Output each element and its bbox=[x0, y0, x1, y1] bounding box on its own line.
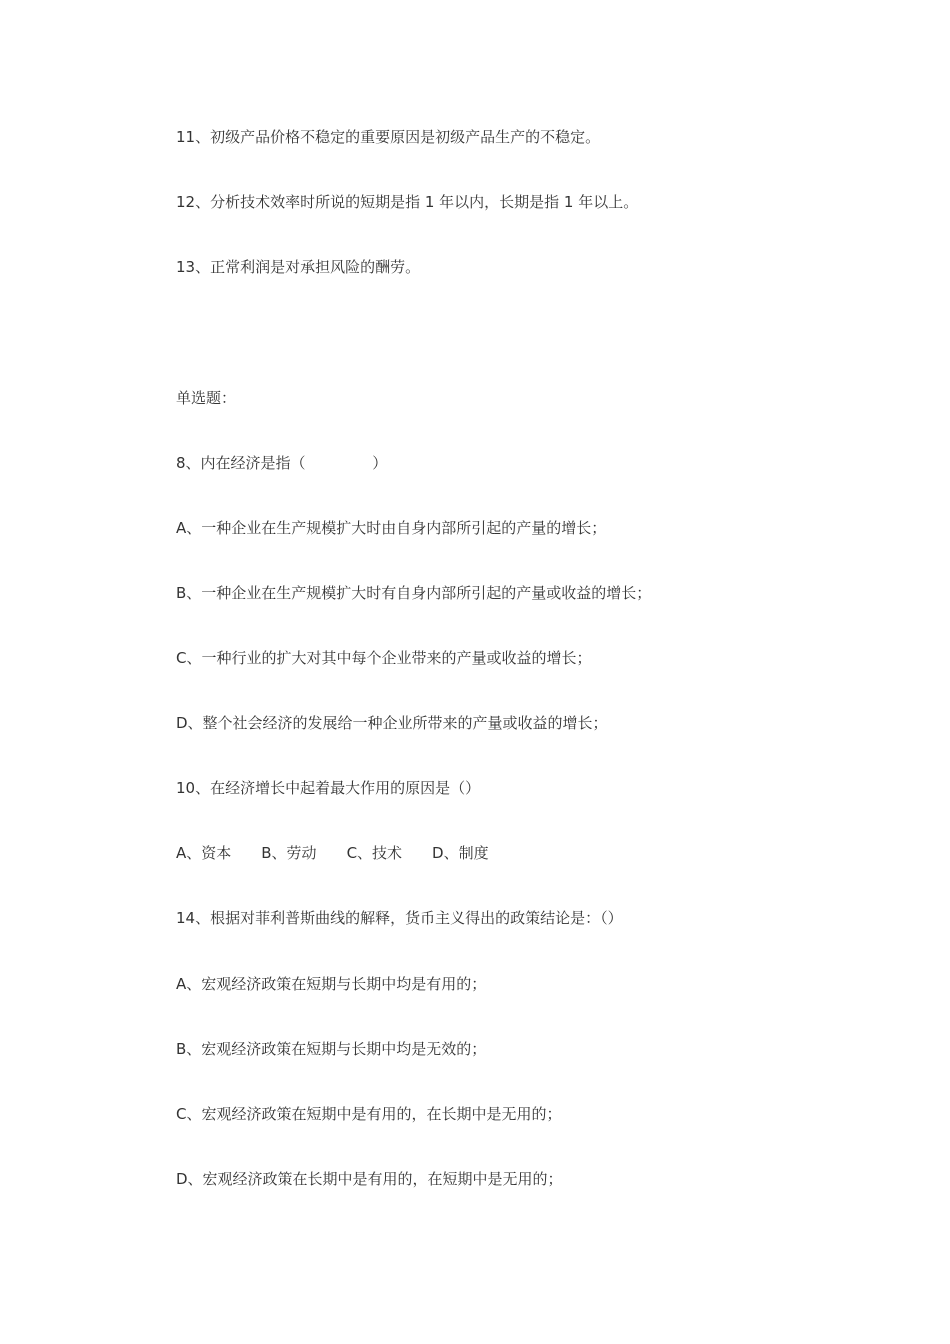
question-8-option-d: D、整个社会经济的发展给一种企业所带来的产量或收益的增长； bbox=[176, 714, 608, 732]
question-10-option-c: C、技术 bbox=[346, 844, 403, 862]
question-14-option-a: A、宏观经济政策在短期与长期中均是有用的； bbox=[176, 975, 487, 993]
question-14-option-d: D、宏观经济政策在长期中是有用的，在短期中是无用的； bbox=[176, 1170, 563, 1188]
question-10-options bbox=[176, 843, 489, 863]
question-10-option-b: B、劳动 bbox=[261, 844, 317, 862]
question-8-option-b: B、一种企业在生产规模扩大时有自身内部所引起的产量或收益的增长； bbox=[176, 584, 652, 602]
question-10-option-d: D、制度 bbox=[432, 844, 489, 862]
question-8-stem: 8、内在经济是指（ ） bbox=[176, 454, 388, 472]
statement-11: 11、初级产品价格不稳定的重要原因是初级产品生产的不稳定。 bbox=[176, 128, 601, 146]
question-14-stem: 14、根据对菲利普斯曲线的解释，货币主义得出的政策结论是：（） bbox=[176, 909, 623, 927]
question-10-stem: 10、在经济增长中起着最大作用的原因是（） bbox=[176, 779, 481, 797]
question-8-option-c: C、一种行业的扩大对其中每个企业带来的产量或收益的增长； bbox=[176, 649, 592, 667]
question-14-option-c: C、宏观经济政策在短期中是有用的，在长期中是无用的； bbox=[176, 1105, 562, 1123]
question-8-option-a: A、一种企业在生产规模扩大时由自身内部所引起的产量的增长； bbox=[176, 519, 607, 537]
question-14-option-b: B、宏观经济政策在短期与长期中均是无效的； bbox=[176, 1040, 487, 1058]
statement-13: 13、正常利润是对承担风险的酬劳。 bbox=[176, 258, 421, 276]
section-title-single-choice: 单选题： bbox=[176, 389, 237, 407]
statement-12: 12、分析技术效率时所说的短期是指 1 年以内，长期是指 1 年以上。 bbox=[176, 193, 639, 211]
question-10-option-a: A、资本 bbox=[176, 844, 232, 862]
